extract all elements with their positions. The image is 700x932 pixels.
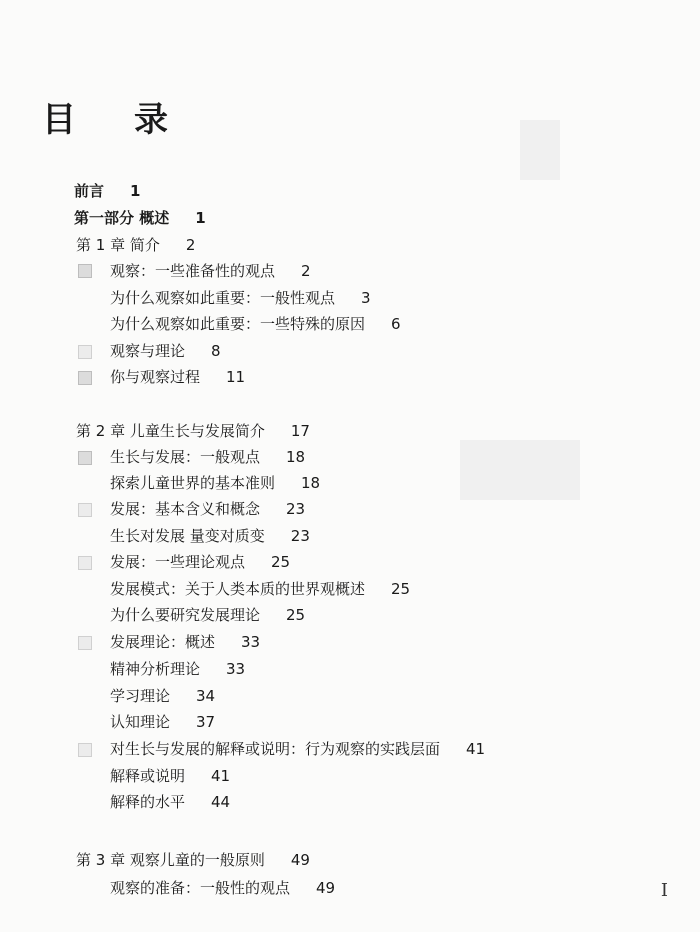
section-bullet-icon (78, 264, 92, 278)
section-bullet-icon (78, 503, 92, 517)
section-bullet-icon (78, 451, 92, 465)
toc-page-number: 25 (271, 553, 291, 571)
section-bullet-icon (78, 345, 92, 359)
toc-page-number: 1 (130, 182, 141, 200)
toc-entry-subsection[interactable] (110, 605, 305, 625)
section-bullet-icon (78, 556, 92, 570)
toc-page-number: 18 (301, 474, 321, 492)
toc-page-number: 23 (286, 500, 306, 518)
page-corner-mark: I (660, 880, 668, 901)
toc-entry-chapter-1[interactable] (76, 235, 195, 255)
toc-entry-text: 第 3 章 观察儿童的一般原则 (76, 851, 265, 869)
toc-entry-text: 前言 (74, 182, 105, 200)
toc-page-number: 33 (226, 660, 246, 678)
toc-entry-subsection[interactable] (110, 712, 215, 732)
toc-page-number: 2 (185, 236, 196, 254)
scan-smudge (460, 440, 580, 500)
toc-entry-text: 解释或说明 (110, 767, 186, 785)
toc-entry-section[interactable] (110, 739, 485, 759)
toc-page-number: 25 (286, 606, 306, 624)
toc-entry-text: 为什么观察如此重要：一般性观点 (110, 289, 336, 307)
toc-page-number: 1 (195, 209, 206, 227)
toc-entry-section[interactable] (110, 632, 260, 652)
toc-entry-subsection[interactable] (110, 659, 245, 679)
toc-page-number: 2 (301, 262, 311, 280)
page-title (42, 92, 170, 141)
toc-page-number: 3 (361, 289, 371, 307)
toc-entry-chapter-2[interactable] (76, 421, 310, 441)
title-char-left: 目 (42, 100, 78, 140)
toc-page-number: 18 (286, 448, 306, 466)
toc-entry-text: 对生长与发展的解释或说明：行为观察的实践层面 (110, 740, 441, 758)
toc-entry-text: 发展模式：关于人类本质的世界观概述 (110, 580, 366, 598)
toc-page-number: 34 (196, 687, 216, 705)
toc-page-number: 49 (290, 851, 310, 869)
toc-page-number: 41 (466, 740, 486, 758)
toc-entry-text: 发展：基本含义和概念 (110, 500, 261, 518)
toc-page-number: 23 (290, 527, 310, 545)
toc-entry-part-1[interactable] (74, 208, 206, 228)
toc-entry-section[interactable] (110, 447, 305, 467)
toc-entry-section[interactable] (110, 341, 221, 361)
toc-entry-section[interactable] (110, 261, 311, 281)
toc-entry-text: 为什么观察如此重要：一些特殊的原因 (110, 315, 366, 333)
toc-entry-section[interactable] (110, 878, 335, 898)
toc-entry-text: 观察的准备：一般性的观点 (110, 879, 291, 897)
toc-page-number: 8 (211, 342, 221, 360)
toc-entry-text: 精神分析理论 (110, 660, 201, 678)
toc-entry-text: 学习理论 (110, 687, 171, 705)
title-char-right: 录 (134, 100, 170, 140)
toc-page-number: 25 (391, 580, 411, 598)
toc-entry-section[interactable] (110, 499, 305, 519)
toc-entry-text: 为什么要研究发展理论 (110, 606, 261, 624)
toc-entry-text: 探索儿童世界的基本准则 (110, 474, 276, 492)
toc-entry-subsection[interactable] (110, 579, 410, 599)
toc-page-number: 33 (241, 633, 261, 651)
toc-entry-subsection[interactable] (110, 473, 320, 493)
toc-entry-subsection[interactable] (110, 766, 230, 786)
toc-page-number: 6 (391, 315, 401, 333)
toc-page-number: 44 (211, 793, 231, 811)
section-bullet-icon (78, 636, 92, 650)
toc-entry-text: 第 2 章 儿童生长与发展简介 (76, 422, 265, 440)
toc-page-number: 41 (211, 767, 231, 785)
toc-entry-text: 观察：一些准备性的观点 (110, 262, 276, 280)
toc-page-number: 11 (226, 368, 246, 386)
toc-page-number: 37 (196, 713, 216, 731)
scan-smudge (520, 120, 560, 180)
toc-entry-text: 发展：一些理论观点 (110, 553, 246, 571)
toc-entry-text: 认知理论 (110, 713, 171, 731)
toc-entry-text: 生长与发展：一般观点 (110, 448, 261, 466)
toc-entry-text: 发展理论：概述 (110, 633, 216, 651)
toc-page-number: 49 (316, 879, 336, 897)
toc-entry-subsection[interactable] (110, 314, 401, 334)
toc-entry-subsection[interactable] (110, 686, 215, 706)
toc-entry-subsection[interactable] (110, 792, 230, 812)
toc-entry-subsection[interactable] (110, 288, 371, 308)
toc-entry-text: 解释的水平 (110, 793, 186, 811)
toc-entry-section[interactable] (110, 552, 290, 572)
section-bullet-icon (78, 371, 92, 385)
toc-entry-chapter-3[interactable] (76, 850, 310, 870)
toc-page-number: 17 (290, 422, 310, 440)
toc-entry-text: 观察与理论 (110, 342, 186, 360)
section-bullet-icon (78, 743, 92, 757)
toc-entry-text: 第一部分 概述 (74, 209, 170, 227)
toc-entry-text: 第 1 章 简介 (76, 236, 160, 254)
toc-entry-text: 生长对发展 量变对质变 (110, 527, 265, 545)
toc-entry-text: 你与观察过程 (110, 368, 201, 386)
toc-entry-preface[interactable] (74, 181, 140, 201)
toc-entry-subsection[interactable] (110, 526, 310, 546)
toc-entry-section[interactable] (110, 367, 245, 387)
